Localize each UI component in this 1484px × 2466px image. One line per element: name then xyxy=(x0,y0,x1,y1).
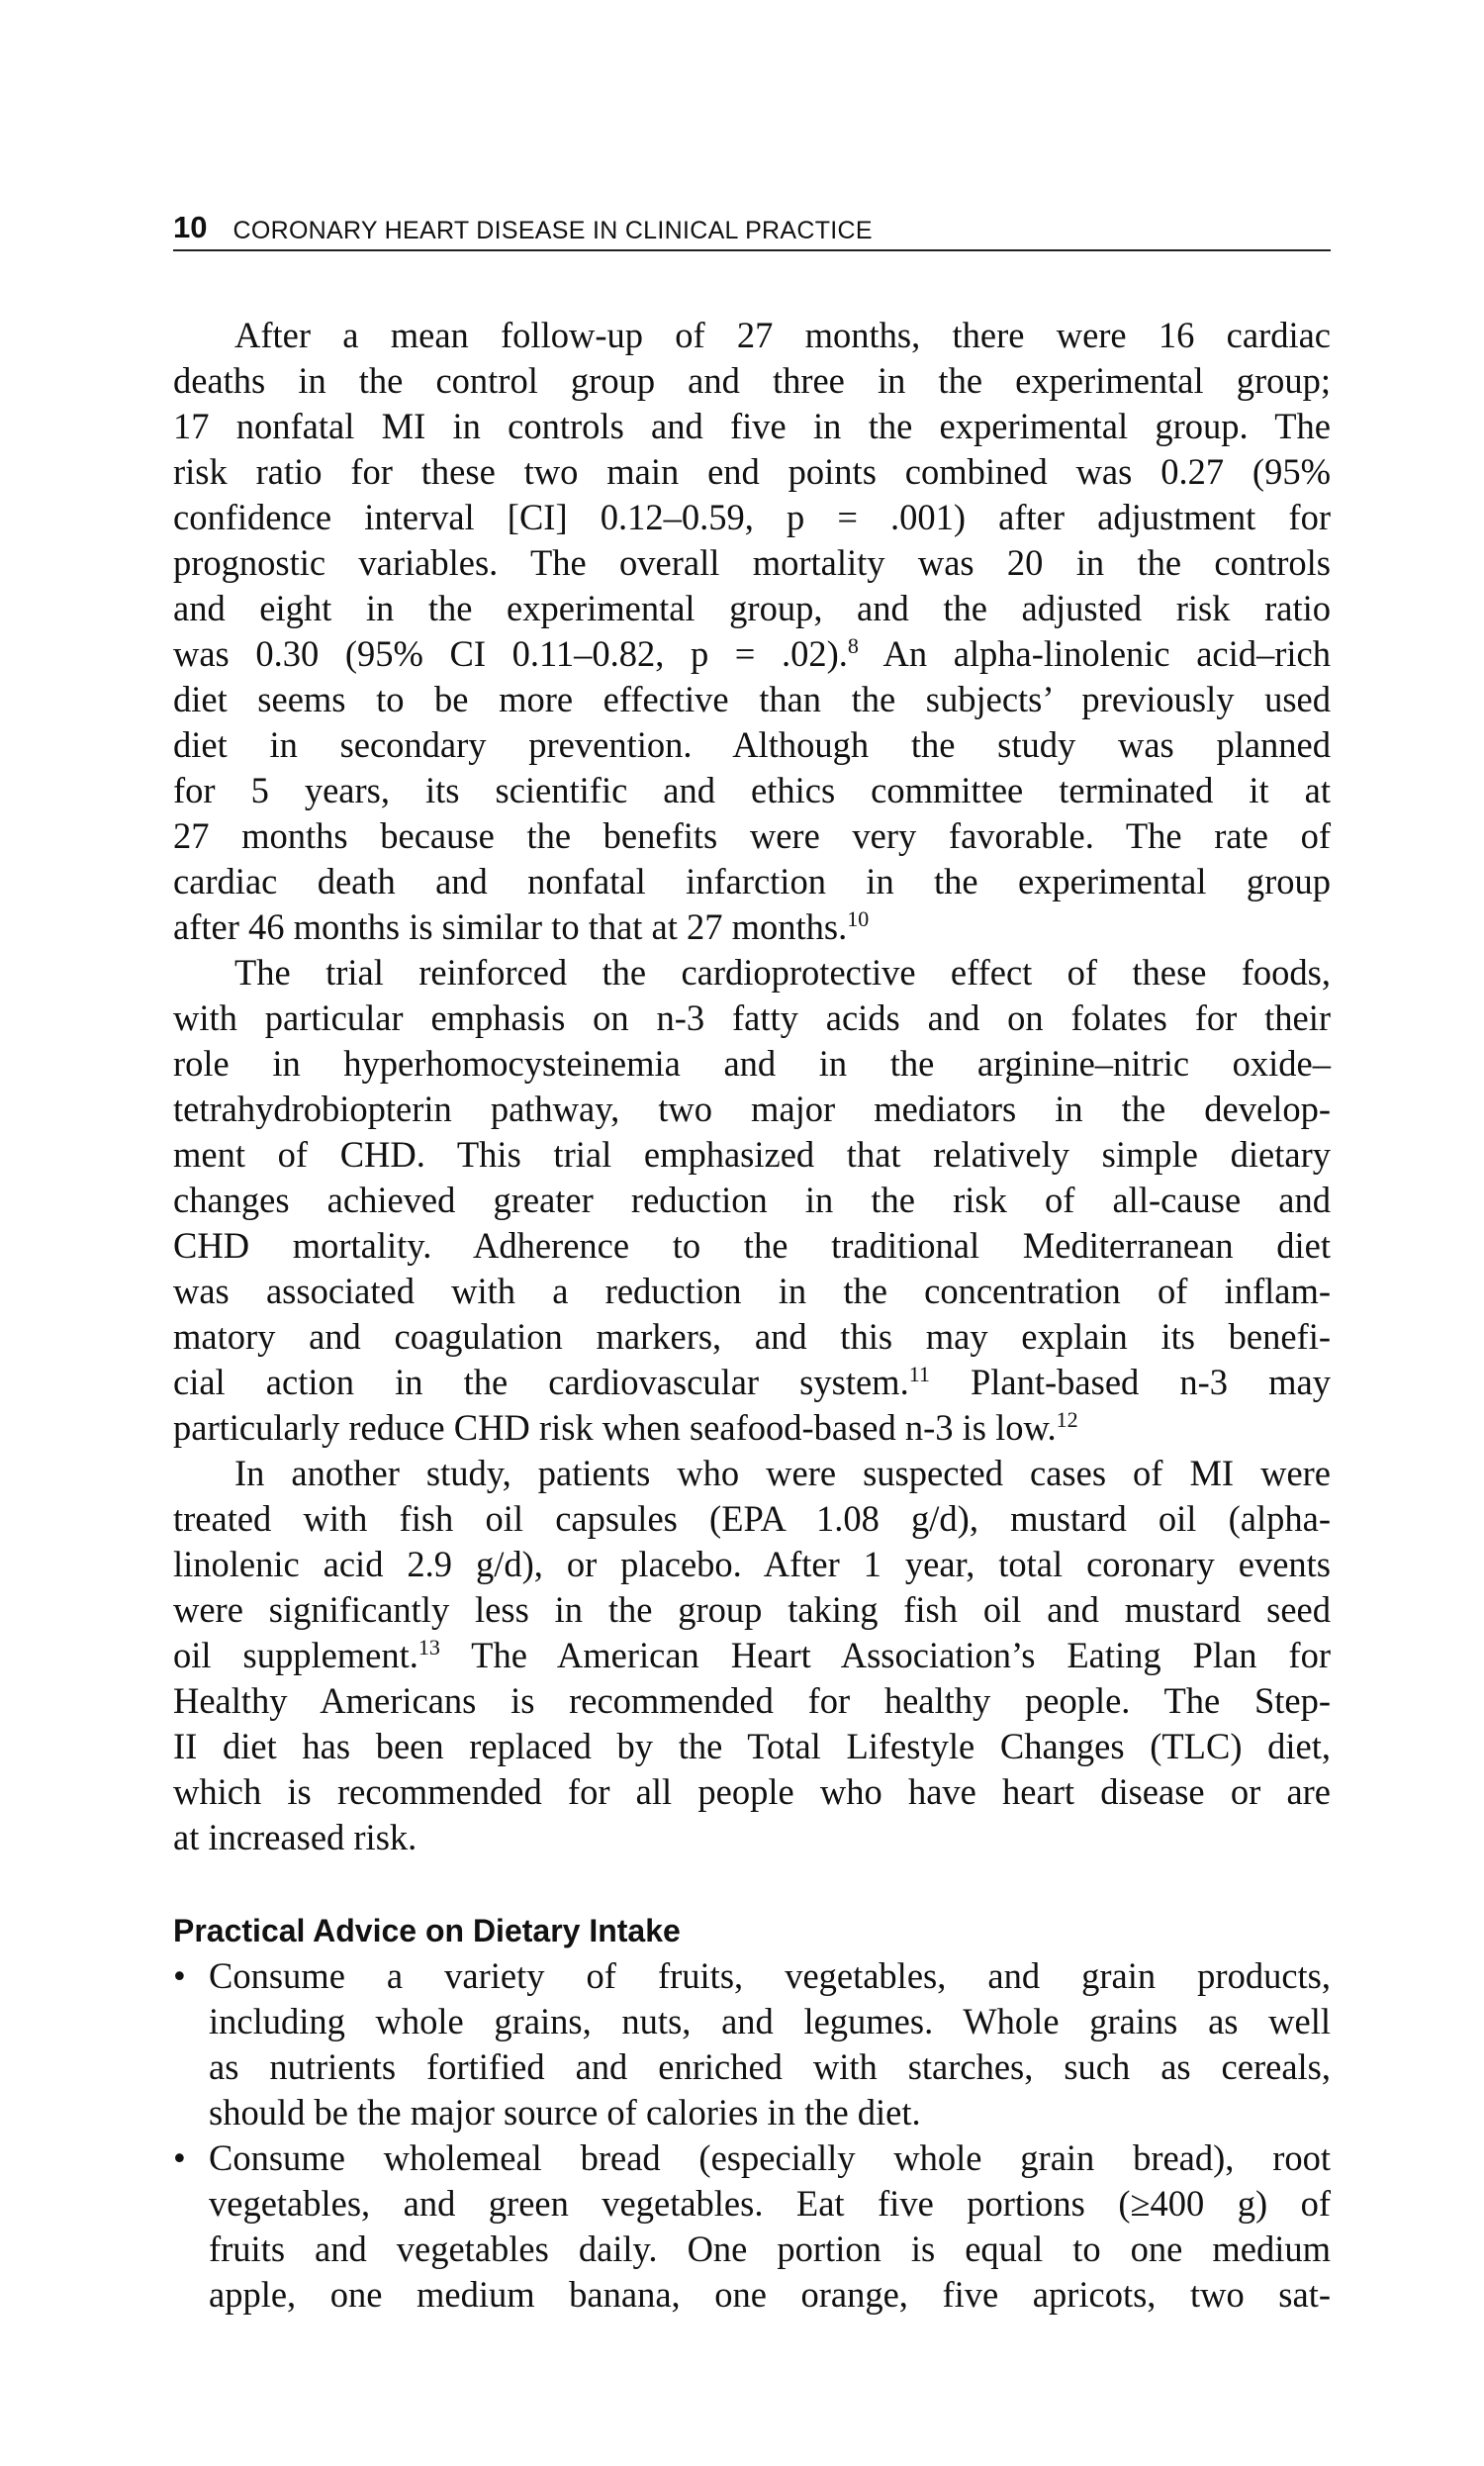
text-line: role in hyperhomocysteinemia and in the arginine–nitric oxide– xyxy=(173,1043,1331,1084)
text-line: as nutrients fortified and enriched with starches, such as cereals, xyxy=(209,2046,1331,2087)
bullet-list xyxy=(173,1953,1331,2318)
running-header xyxy=(173,206,1331,251)
paragraph-1 xyxy=(173,313,1331,950)
paragraph-3 xyxy=(173,1451,1331,1860)
bullet-item xyxy=(173,1953,1331,2135)
citation-10: 10 xyxy=(847,905,870,931)
text-segment: particularly reduce CHD risk when seafood-based n-3 is low. xyxy=(173,1407,1057,1448)
text-line: Healthy Americans is recommended for healthy people. The Step- xyxy=(173,1680,1331,1721)
text-line: deaths in the control group and three in the experimental group; xyxy=(173,360,1331,401)
citation-11: 11 xyxy=(908,1361,930,1386)
text-line: ment of CHD. This trial emphasized that relatively simple dietary xyxy=(173,1134,1331,1175)
text-line: diet seems to be more effective than the subjects’ previously used xyxy=(173,679,1331,719)
bullet-item xyxy=(173,2135,1331,2318)
text-line: II diet has been replaced by the Total Lifestyle Changes (TLC) diet, xyxy=(173,1726,1331,1766)
text-line-with-citation xyxy=(173,1405,1331,1451)
text-line: cardiac death and nonfatal infarction in the experimental group xyxy=(173,861,1331,901)
text-line-with-citation xyxy=(173,1633,1331,1678)
text-line: which is recommended for all people who have heart disease or are xyxy=(173,1771,1331,1812)
text-line: apple, one medium banana, one orange, five apricots, two sat- xyxy=(209,2274,1331,2315)
body-text xyxy=(173,313,1331,1860)
text-line: 17 nonfatal MI in controls and five in the experimental group. The xyxy=(173,406,1331,446)
bullet-icon: • xyxy=(173,1955,186,1996)
text-line: including whole grains, nuts, and legumes. Whole grains as well xyxy=(209,2001,1331,2041)
text-line: treated with fish oil capsules (EPA 1.08 g/d), mustard oil (alpha- xyxy=(173,1498,1331,1539)
text-line: prognostic variables. The overall mortality was 20 in the controls xyxy=(173,542,1331,583)
text-line: should be the major source of calories in the diet. xyxy=(209,2092,921,2133)
citation-12: 12 xyxy=(1056,1406,1078,1432)
text-segment: An alpha-linolenic acid–rich xyxy=(858,633,1331,674)
text-segment: cial action in the cardiovascular system. xyxy=(173,1362,909,1402)
text-line: risk ratio for these two main end points combined was 0.27 (95% xyxy=(173,451,1331,492)
text-line: diet in secondary prevention. Although the study was planned xyxy=(173,724,1331,765)
text-line-with-citation xyxy=(173,904,1331,950)
text-line: After a mean follow-up of 27 months, there were 16 cardiac xyxy=(234,315,1331,355)
running-title: CORONARY HEART DISEASE IN CLINICAL PRACTICE xyxy=(232,217,873,244)
text-segment: after 46 months is similar to that at 27 months. xyxy=(173,906,848,947)
text-segment: was 0.30 (95% CI 0.11–0.82, p = .02). xyxy=(173,633,848,674)
text-line: confidence interval [CI] 0.12–0.59, p = .001) after adjustment for xyxy=(173,497,1331,537)
text-line: matory and coagulation markers, and this may explain its benefi- xyxy=(173,1316,1331,1357)
text-line: tetrahydrobiopterin pathway, two major mediators in the develop- xyxy=(173,1089,1331,1129)
text-line: Consume wholemeal bread (especially whole grain bread), root xyxy=(209,2137,1331,2178)
text-line: with particular emphasis on n-3 fatty acids and on folates for their xyxy=(173,997,1331,1038)
text-line: were significantly less in the group taking fish oil and mustard seed xyxy=(173,1589,1331,1630)
text-line: changes achieved greater reduction in the risk of all-cause and xyxy=(173,1180,1331,1220)
citation-13: 13 xyxy=(417,1634,440,1660)
text-line: was associated with a reduction in the concentration of inflam- xyxy=(173,1271,1331,1311)
paragraph-2 xyxy=(173,950,1331,1451)
text-line: Consume a variety of fruits, vegetables, and grain products, xyxy=(209,1955,1331,1996)
text-line-with-citation xyxy=(173,1360,1331,1405)
text-line: for 5 years, its scientific and ethics committee terminated it at xyxy=(173,770,1331,810)
text-segment: Plant-based n-3 may xyxy=(929,1362,1331,1402)
text-line: fruits and vegetables daily. One portion is equal to one medium xyxy=(209,2229,1331,2269)
text-line: linolenic acid 2.9 g/d), or placebo. After 1 year, total coronary events xyxy=(173,1544,1331,1584)
bullet-icon: • xyxy=(173,2137,186,2178)
text-segment: The American Heart Association’s Eating Plan for xyxy=(439,1635,1331,1675)
text-line: vegetables, and green vegetables. Eat five portions (≥400 g) of xyxy=(209,2183,1331,2224)
page-number: 10 xyxy=(173,210,208,244)
citation-8: 8 xyxy=(847,632,859,658)
text-line: The trial reinforced the cardioprotective effect of these foods, xyxy=(234,952,1331,993)
text-line: and eight in the experimental group, and the adjusted risk ratio xyxy=(173,588,1331,628)
text-segment: oil supplement. xyxy=(173,1635,418,1675)
text-line: In another study, patients who were suspected cases of MI were xyxy=(234,1453,1331,1493)
section-heading: Practical Advice on Dietary Intake xyxy=(173,1913,681,1948)
text-line: 27 months because the benefits were very favorable. The rate of xyxy=(173,815,1331,856)
text-line-with-citation xyxy=(173,631,1331,677)
text-line: CHD mortality. Adherence to the traditional Mediterranean diet xyxy=(173,1225,1331,1266)
text-line: at increased risk. xyxy=(173,1817,417,1857)
